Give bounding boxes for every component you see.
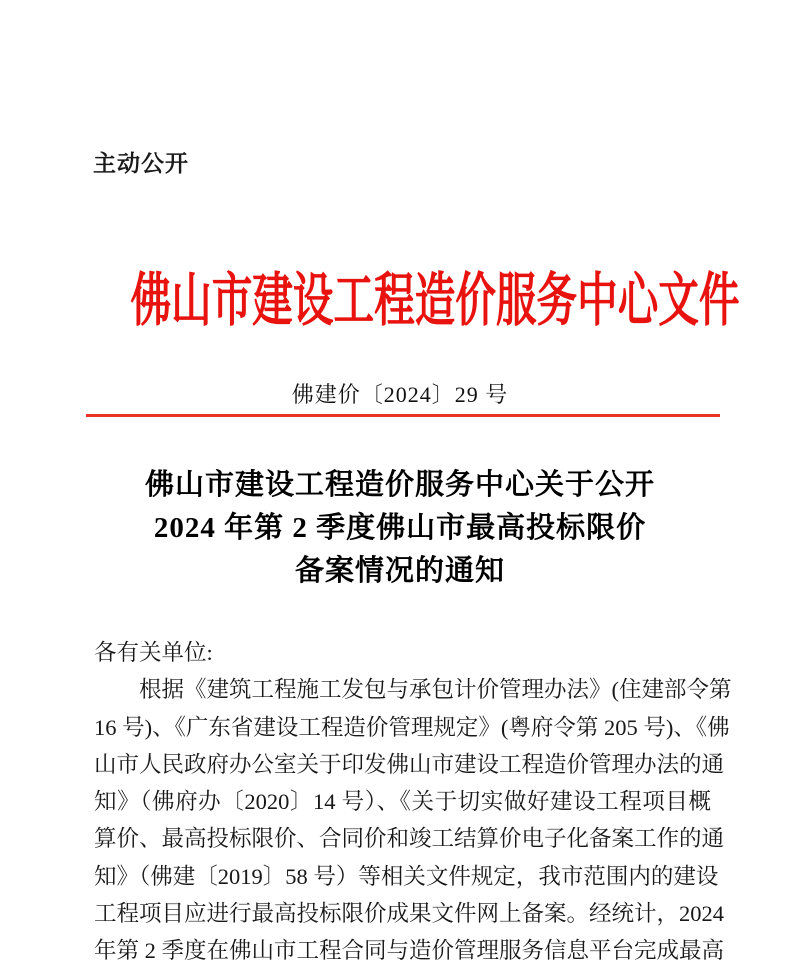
body-line-7: 工程项目应进行最高投标限价成果文件网上备案。经统计，2024 — [94, 901, 725, 927]
body-line-8: 年第 2 季度在佛山市工程合同与造价管理服务信息平台完成最高 — [94, 938, 725, 964]
letterhead-title: 佛山市建设工程造价服务中心文件 — [130, 268, 740, 333]
notice-title-line-1: 佛山市建设工程造价服务中心关于公开 — [144, 469, 655, 501]
document-number: 佛建价〔2024〕29 号 — [291, 382, 509, 407]
body-line-5: 算价、最高投标限价、合同价和竣工结算价电子化备案工作的通 — [94, 826, 725, 852]
body-line-1: 根据《建筑工程施工发包与承包计价管理办法》(住建部令第 — [94, 677, 732, 703]
red-divider-line — [86, 414, 720, 417]
salutation: 各有关单位: — [94, 640, 213, 665]
notice-title-line-2: 2024 年第 2 季度佛山市最高投标限价 — [153, 512, 647, 544]
letterhead-title-row — [0, 268, 800, 334]
disclosure-label: 主动公开 — [93, 150, 189, 176]
body-line-2: 16 号)、《广东省建设工程造价管理规定》(粤府令第 205 号)、《佛 — [94, 714, 730, 740]
body-line-6: 知》（佛建〔2019〕58 号）等相关文件规定，我市范围内的建设 — [94, 863, 719, 889]
body-line-3: 山市人民政府办公室关于印发佛山市建设工程造价管理办法的通 — [94, 751, 725, 777]
notice-body — [94, 634, 732, 970]
notice-title — [60, 464, 740, 593]
notice-title-line-3: 备案情况的通知 — [294, 555, 505, 587]
body-line-4: 知》（佛府办〔2020〕14 号）、《关于切实做好建设工程项目概 — [94, 789, 711, 815]
